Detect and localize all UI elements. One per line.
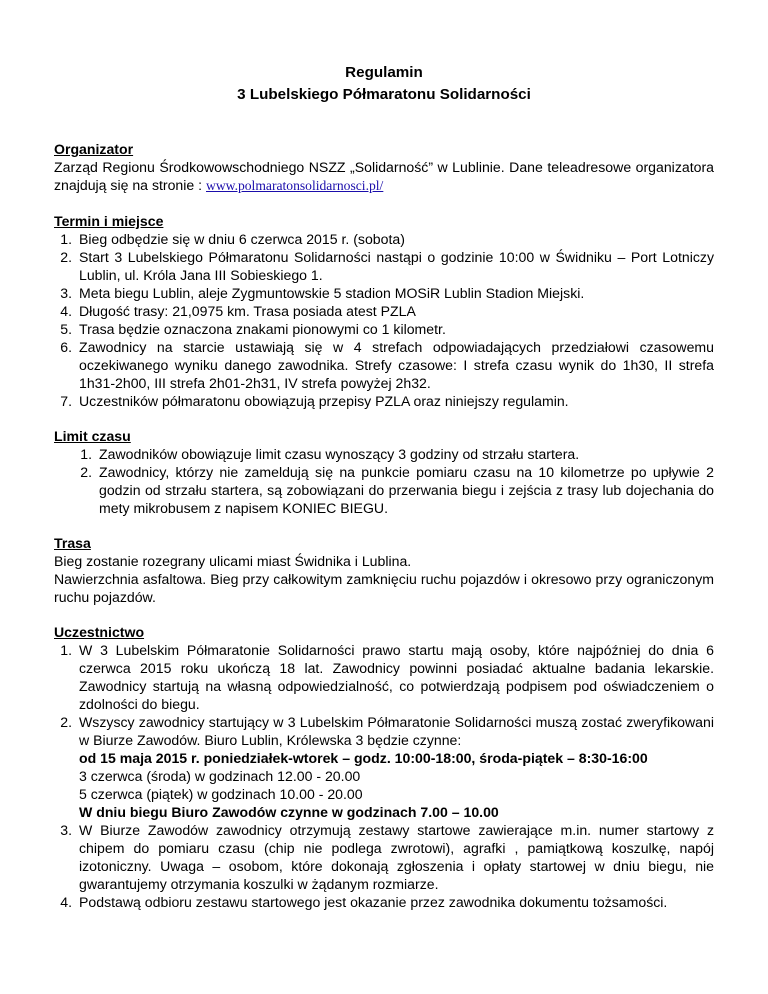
section-termin: [54, 212, 714, 410]
office-hours: od 15 maja 2015 r. poniedziałek-wtorek – godz. 10:00-18:00, środa-piątek – 8:30-16:00: [79, 750, 648, 766]
list-item: 2. Zawodnicy, którzy nie zameldują się na punkcie pomiaru czasu na 10 kilometrze po upływie 2 godzin od strzału startera, są zobowiązani do przerwania biegu i zejścia z trasy lub dojechania do mety mikrobusem z napisem KONIEC BIEGU.: [80, 464, 714, 516]
list-item: 2. Wszyscy zawodnicy startujący w 3 Lubelskim Półmaratonie Solidarności muszą zostać zweryfikowani w Biurze Zawodów. Biuro Lublin, Królewska 3 będzie czynne: od 15 maja 2015 r. poniedziałek-wtorek – godz. 10:00-18:00, środa-piątek – 8:30-16:00 3 czerwca (środa) w godzinach 12.00 - 20.00 5 czerwca (piątek) w godzinach 10.00 - 20.00 W dniu biegu Biuro Zawodów czynne w godzinach 7.00 – 10.00: [60, 714, 714, 820]
trasa-line2: Nawierzchnia asfaltowa. Bieg przy całkowitym zamknięciu ruchu pojazdów i okresowo przy ograniczonym ruchu pojazdów.: [54, 571, 714, 605]
list-item: 4. Podstawą odbioru zestawu startowego jest okazanie przez zawodnika dokumentu tożsamości.: [60, 894, 668, 910]
list-item: 5. Trasa będzie oznaczona znakami pionowymi co 1 kilometr.: [60, 321, 446, 337]
organizator-link[interactable]: www.polmaratonsolidarnosci.pl/: [206, 178, 384, 193]
office-hours-friday: 5 czerwca (piątek) w godzinach 10.00 - 20.00: [79, 786, 363, 802]
trasa-heading: Trasa: [54, 535, 91, 551]
termin-list: [54, 230, 714, 410]
section-organizator: [54, 140, 714, 195]
section-trasa: [54, 534, 714, 606]
section-limit: [54, 427, 714, 517]
list-item: 1. W 3 Lubelskim Półmaratonie Solidarności prawo startu mają osoby, które najpóźniej do dnia 6 czerwca 2015 roku ukończą 18 lat. Zawodnicy powinni posiadać aktualne badania lekarskie. Zawodnicy startują na własną odpowiedzialność, co potwierdzają podpisem pod oświadczeniem o zdolności do biegu.: [60, 642, 714, 712]
office-hours-raceday: W dniu biegu Biuro Zawodów czynne w godzinach 7.00 – 10.00: [79, 804, 499, 820]
list-item: 1. Zawodników obowiązuje limit czasu wynoszący 3 godziny od strzału startera.: [80, 446, 580, 462]
list-item: 1. Bieg odbędzie się w dniu 6 czerwca 2015 r. (sobota): [60, 231, 405, 247]
document-title: Regulamin: [345, 64, 423, 81]
list-item: 6. Zawodnicy na starcie ustawiają się w 4 strefach odpowiadających przedziałowi czasowemu oczekiwanego wyniku danego zawodnika. Strefy czasowe: I strefa czasu wynik do 1h30, II strefa 1h31-2h00, III strefa 2h01-2h31, IV strefa powyżej 2h32.: [60, 339, 714, 391]
office-hours-wednesday: 3 czerwca (środa) w godzinach 12.00 - 20.00: [79, 768, 361, 784]
list-item: 2. Start 3 Lubelskiego Półmaratonu Solidarności nastąpi o godzinie 10:00 w Świdniku – Port Lotniczy Lublin, ul. Króla Jana III Sobieskiego 1.: [60, 249, 714, 283]
organizator-heading: Organizator: [54, 141, 134, 157]
document-subtitle: 3 Lubelskiego Półmaratonu Solidarności: [237, 86, 531, 103]
organizator-text: [54, 158, 714, 195]
limit-heading: Limit czasu: [54, 428, 131, 444]
list-item: 4. Długość trasy: 21,0975 km. Trasa posiada atest PZLA: [60, 303, 416, 319]
trasa-line1: Bieg zostanie rozegrany ulicami miast Świdnika i Lublina.: [54, 553, 412, 569]
uczestnictwo-list: [54, 641, 714, 911]
list-item: 3. W Biurze Zawodów zawodnicy otrzymują zestawy startowe zawierające m.in. numer startowy z chipem do pomiaru czasu (chip nie podlega zwrotowi), agrafki , pamiątkową koszulkę, napój izotoniczny. Uwaga – osobom, które dokonają zgłoszenia i opłaty startowej w dniu biegu, nie gwarantujemy otrzymania koszulki w żądanym rozmiarze.: [60, 822, 714, 892]
list-item: 7. Uczestników półmaratonu obowiązują przepisy PZLA oraz niniejszy regulamin.: [60, 393, 569, 409]
list-item: 3. Meta biegu Lublin, aleje Zygmuntowskie 5 stadion MOSiR Lublin Stadion Miejski.: [60, 285, 585, 301]
title-block: [54, 62, 714, 106]
limit-list: [54, 445, 714, 517]
section-uczestnictwo: [54, 623, 714, 911]
organizator-body: Zarząd Regionu Środkowowschodniego NSZZ „Solidarność” w Lublinie. Dane teleadresowe organizatora znajdują się na stronie :: [54, 159, 714, 193]
termin-heading: Termin i miejsce: [54, 213, 164, 229]
uczestnictwo-heading: Uczestnictwo: [54, 624, 145, 640]
